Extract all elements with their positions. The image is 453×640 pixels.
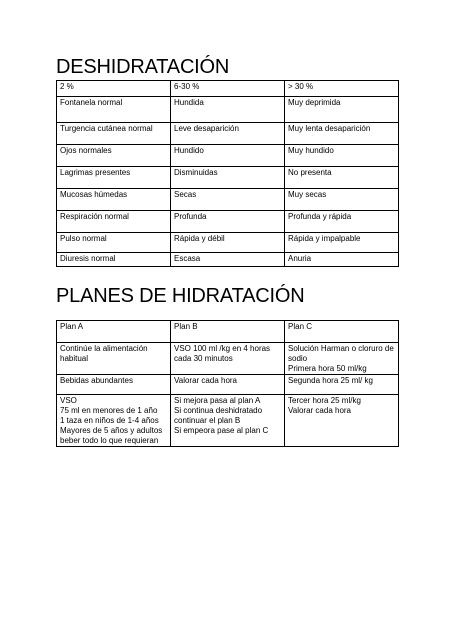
table-row (57, 375, 399, 395)
cell-line: 1 taza en niños de 1-4 años (60, 416, 159, 425)
cell-line: Si empeora pase al plan C (174, 426, 269, 435)
table-cell: Rápida y impalpable (285, 233, 399, 253)
table-cell (285, 395, 399, 447)
table-cell: Respiración normal (57, 211, 171, 233)
table-cell (171, 343, 285, 375)
table-row (57, 97, 399, 123)
table-row (57, 81, 399, 97)
table-cell: > 30 % (285, 81, 399, 97)
cell-line: habitual (60, 354, 89, 363)
cell-line: 75 ml en menores de 1 año (60, 406, 158, 415)
table-cell: Rápida y débil (171, 233, 285, 253)
table-cell: Muy deprimida (285, 97, 399, 123)
cell-line: Plan A (60, 322, 84, 331)
table-cell: 6-30 % (171, 81, 285, 97)
table-cell (285, 343, 399, 375)
table-cell: Leve desaparición (171, 123, 285, 145)
table-cell: Muy lenta desaparición (285, 123, 399, 145)
table-cell (171, 321, 285, 343)
table-cell (171, 395, 285, 447)
cell-line: Plan C (288, 322, 313, 331)
table-cell: Disminuidas (171, 167, 285, 189)
table-cell: Lagrimas presentes (57, 167, 171, 189)
table-cell: Diuresis normal (57, 253, 171, 267)
table-row (57, 167, 399, 189)
cell-line: cada 30 minutos (174, 354, 233, 363)
table-cell (57, 321, 171, 343)
table-row (57, 233, 399, 253)
cell-line: Mayores de 5 años y adultos (60, 426, 163, 435)
table-cell: Muy secas (285, 189, 399, 211)
cell-line: Primera hora 50 ml/kg (288, 364, 367, 373)
cell-line: Valorar cada hora (174, 376, 237, 385)
hydration-plans-table (56, 320, 399, 447)
cell-line: continuar el plan B (174, 416, 241, 425)
table-cell: Pulso normal (57, 233, 171, 253)
table-cell: Profunda y rápida (285, 211, 399, 233)
cell-line: beber todo lo que requieran (60, 436, 159, 445)
table-cell: Secas (171, 189, 285, 211)
table-cell: Mucosas húmedas (57, 189, 171, 211)
hydration-plans-title: PLANES DE HIDRATACIÓN (56, 285, 305, 307)
table-row (57, 395, 399, 447)
cell-line: Continúe la alimentación (60, 344, 148, 353)
cell-line: Valorar cada hora (288, 406, 351, 415)
table-cell (285, 375, 399, 395)
table-cell: Fontanela normal (57, 97, 171, 123)
table-row (57, 189, 399, 211)
cell-line: Segunda hora 25 ml/ kg (288, 376, 373, 385)
table-cell: Anuria (285, 253, 399, 267)
dehydration-table (56, 80, 399, 267)
table-cell (171, 375, 285, 395)
cell-line: Si continua deshidratado (174, 406, 263, 415)
table-row (57, 211, 399, 233)
table-cell: Muy hundido (285, 145, 399, 167)
table-cell: Ojos normales (57, 145, 171, 167)
cell-line: Tercer hora 25 ml/kg (288, 396, 361, 405)
table-row (57, 321, 399, 343)
table-row (57, 145, 399, 167)
dehydration-title: DESHIDRATACIÓN (56, 56, 230, 78)
table-cell: Profunda (171, 211, 285, 233)
cell-line: Solución Harman o cloruro de (288, 344, 394, 353)
table-cell: 2 % (57, 81, 171, 97)
cell-line: Si mejora pasa al plan A (174, 396, 261, 405)
table-cell: Escasa (171, 253, 285, 267)
cell-line: sodio (288, 354, 308, 363)
cell-line: VSO (60, 396, 77, 405)
cell-line: Plan B (174, 322, 198, 331)
table-cell (57, 375, 171, 395)
cell-line: VSO 100 ml /kg en 4 horas (174, 344, 271, 353)
cell-line: Bebidas abundantes (60, 376, 133, 385)
table-cell (57, 395, 171, 447)
table-row (57, 253, 399, 267)
table-cell (57, 343, 171, 375)
table-cell: Hundido (171, 145, 285, 167)
table-cell (285, 321, 399, 343)
table-cell: Hundida (171, 97, 285, 123)
table-cell: Turgencia cutánea normal (57, 123, 171, 145)
table-row (57, 343, 399, 375)
table-row (57, 123, 399, 145)
table-cell: No presenta (285, 167, 399, 189)
